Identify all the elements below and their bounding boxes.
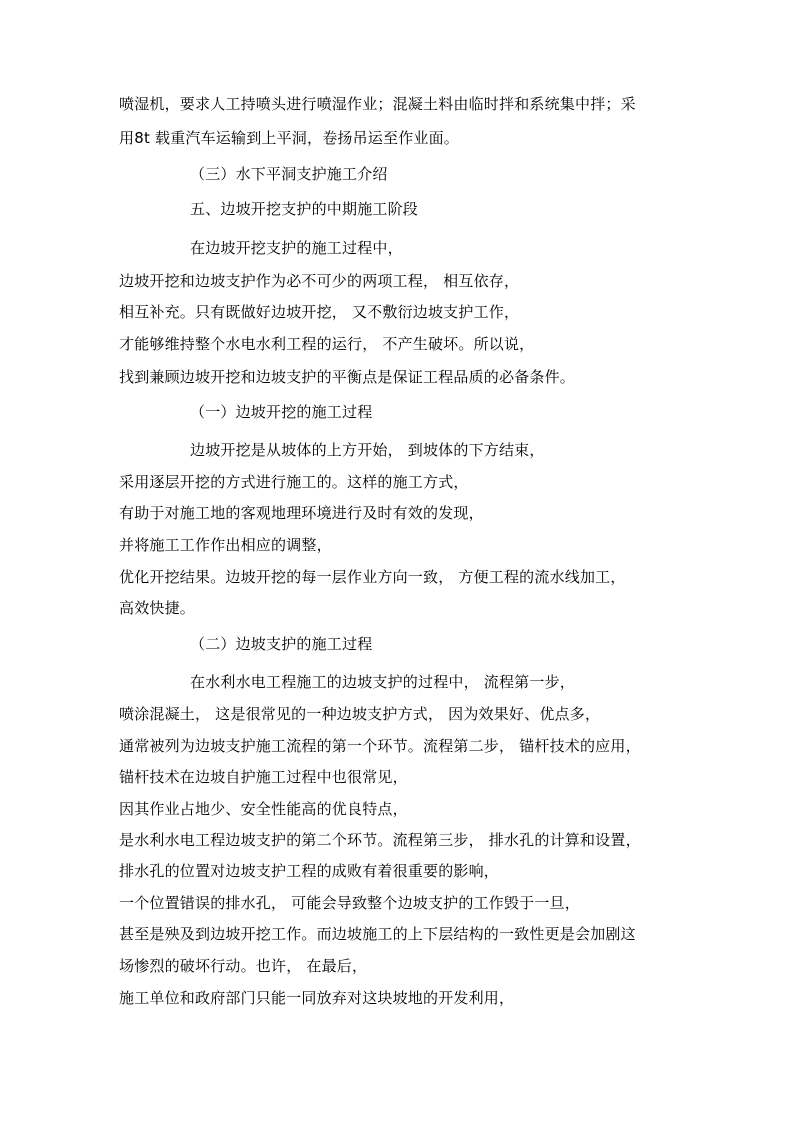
paragraph-line: 通常被列为边坡支护施工流程的第一个环节。流程第二步， 锚杆技术的应用，	[119, 737, 641, 755]
paragraph-line: 有助于对施工地的客观地理环境进行及时有效的发现，	[119, 504, 484, 522]
paragraph-line: 在水利水电工程施工的边坡支护的过程中， 流程第一步，	[190, 673, 575, 691]
section-heading: 五、边坡开挖支护的中期施工阶段	[190, 200, 419, 218]
paragraph-line: 一个位置错误的排水孔， 可能会导致整个边坡支护的工作毁于一旦，	[119, 894, 580, 912]
section-heading: （三）水下平洞支护施工介绍	[190, 165, 388, 183]
paragraph-line: 因其作业占地少、安全性能高的优良特点，	[119, 800, 408, 818]
paragraph-line: 排水孔的位置对边坡支护工程的成败有着很重要的影响，	[119, 862, 500, 880]
paragraph-line: 相互补充。只有既做好边坡开挖， 又不敷衍边坡支护工作，	[119, 303, 520, 321]
paragraph-line: 喷涂混凝土， 这是很常见的一种边坡支护方式， 因为效果好、优点多，	[119, 705, 601, 723]
paragraph-line: 用8t 载重汽车运输到上平洞，卷扬吊运至作业面。	[119, 129, 459, 147]
paragraph-line: 喷湿机，要求人工持喷头进行喷湿作业；混凝土料由临时拌和系统集中拌；采	[119, 95, 636, 113]
paragraph-line: 在边坡开挖支护的施工过程中，	[190, 239, 403, 257]
paragraph-line: 边坡开挖和边坡支护作为必不可少的两项工程， 相互依存，	[119, 272, 520, 290]
paragraph-line: 甚至是殃及到边坡开挖工作。而边坡施工的上下层结构的一致性更是会加剧这	[119, 925, 636, 943]
paragraph-line: 锚杆技术在边坡自护施工过程中也很常见，	[119, 768, 408, 786]
paragraph-line: 采用逐层开挖的方式进行施工的。这样的施工方式，	[119, 473, 469, 491]
paragraph-line: 找到兼顾边坡开挖和边坡支护的平衡点是保证工程品质的必备条件。	[119, 368, 576, 386]
paragraph-line: 施工单位和政府部门只能一同放弃对这块坡地的开发利用，	[119, 989, 515, 1007]
section-heading: （一）边坡开挖的施工过程	[190, 403, 373, 421]
paragraph-line: 场惨烈的破坏行动。也许， 在最后，	[119, 957, 368, 975]
paragraph-line: 优化开挖结果。边坡开挖的每一层作业方向一致， 方便工程的流水线加工，	[119, 568, 626, 586]
paragraph-line: 高效快捷。	[119, 599, 196, 617]
paragraph-line: 是水利水电工程边坡支护的第二个环节。流程第三步， 排水孔的计算和设置，	[119, 831, 641, 849]
section-heading: （二）边坡支护的施工过程	[190, 635, 373, 653]
paragraph-line: 并将施工工作作出相应的调整，	[119, 536, 332, 554]
paragraph-line: 边坡开挖是从坡体的上方开始， 到坡体的下方结束，	[190, 441, 545, 459]
paragraph-line: 才能够维持整个水电水利工程的运行， 不产生破坏。所以说，	[119, 335, 535, 353]
